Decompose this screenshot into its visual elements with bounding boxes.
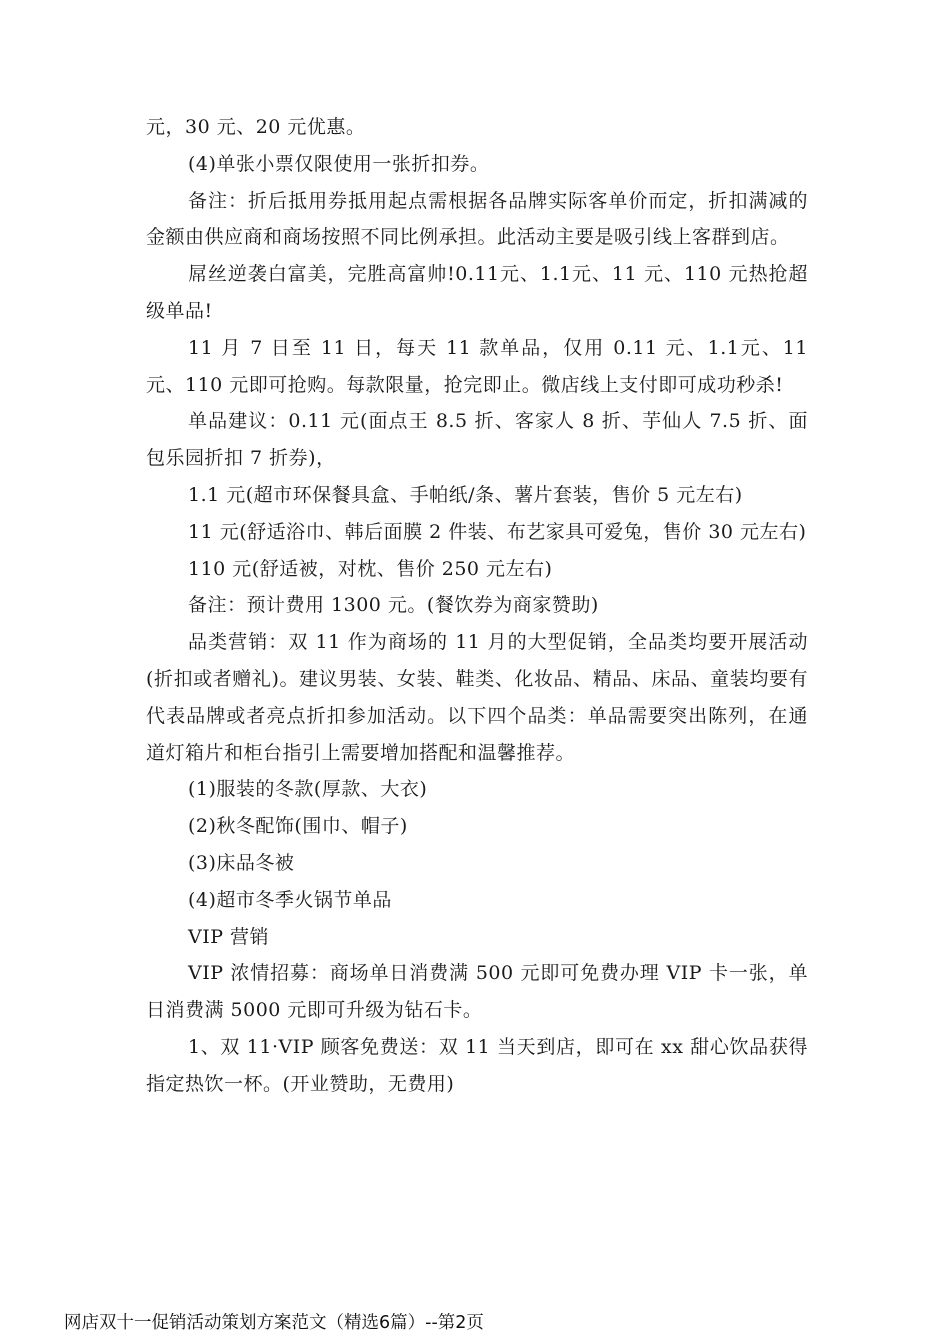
page-footer: 网店双十一促销活动策划方案范文（精选6篇）--第2页 [64, 1313, 484, 1333]
paragraph: 110 元(舒适被，对枕、售价 250 元左右) [188, 557, 553, 580]
paragraph: 备注：预计费用 1300 元。(餐饮券为商家赞助) [188, 594, 599, 617]
paragraph: 品类营销：双 11 作为商场的 11 月的大型促销，全品类均要开展活动(折扣或者赠礼)。建议男装、女装、鞋类、化妆品、精品、床品、童装均要有代表品牌或者亮点折扣参加活动。以下四个品类：单品需要突出陈列，在通道灯箱片和柜台指引上需要增加搭配和温馨推荐。 [146, 631, 808, 764]
paragraph: 1、双 11·VIP 顾客免费送：双 11 当天到店，即可在 xx 甜心饮品获得指定热饮一杯。(开业赞助，无费用) [146, 1035, 808, 1095]
list-item: (3)床品冬被 [188, 851, 295, 874]
paragraph: 11 月 7 日至 11 日，每天 11 款单品，仅用 0.11 元、1.1元、11 元、110 元即可抢购。每款限量，抢完即止。微店线上支付即可成功秒杀! [146, 336, 808, 396]
paragraph: 备注：折后抵用券抵用起点需根据各品牌实际客单价而定，折扣满减的金额由供应商和商场按照不同比例承担。此活动主要是吸引线上客群到店。 [146, 189, 808, 249]
paragraph: 11 元(舒适浴巾、韩后面膜 2 件装、布艺家具可爱兔，售价 30 元左右) [188, 520, 807, 543]
paragraph: 元，30 元、20 元优惠。 [146, 116, 366, 138]
list-item: (1)服装的冬款(厚款、大衣) [188, 778, 428, 801]
paragraph: 屌丝逆袭白富美，完胜高富帅!0.11元、1.1元、11 元、110 元热抢超级单品! [146, 263, 808, 322]
paragraph: 1.1 元(超市环保餐具盒、手帕纸/条、薯片套装，售价 5 元左右) [188, 483, 743, 506]
list-item: (2)秋冬配饰(围巾、帽子) [188, 815, 408, 838]
paragraph: (4)单张小票仅限使用一张折扣券。 [188, 152, 490, 175]
document-body [146, 109, 808, 1103]
section-heading: VIP 营销 [188, 925, 270, 948]
list-item: (4)超市冬季火锅节单品 [188, 888, 392, 911]
paragraph: 单品建议：0.11 元(面点王 8.5 折、客家人 8 折、芋仙人 7.5 折、面包乐园折扣 7 折券)， [146, 410, 808, 470]
paragraph: VIP 浓情招募：商场单日消费满 500 元即可免费办理 VIP 卡一张，单日消费满 5000 元即可升级为钻石卡。 [146, 962, 808, 1022]
